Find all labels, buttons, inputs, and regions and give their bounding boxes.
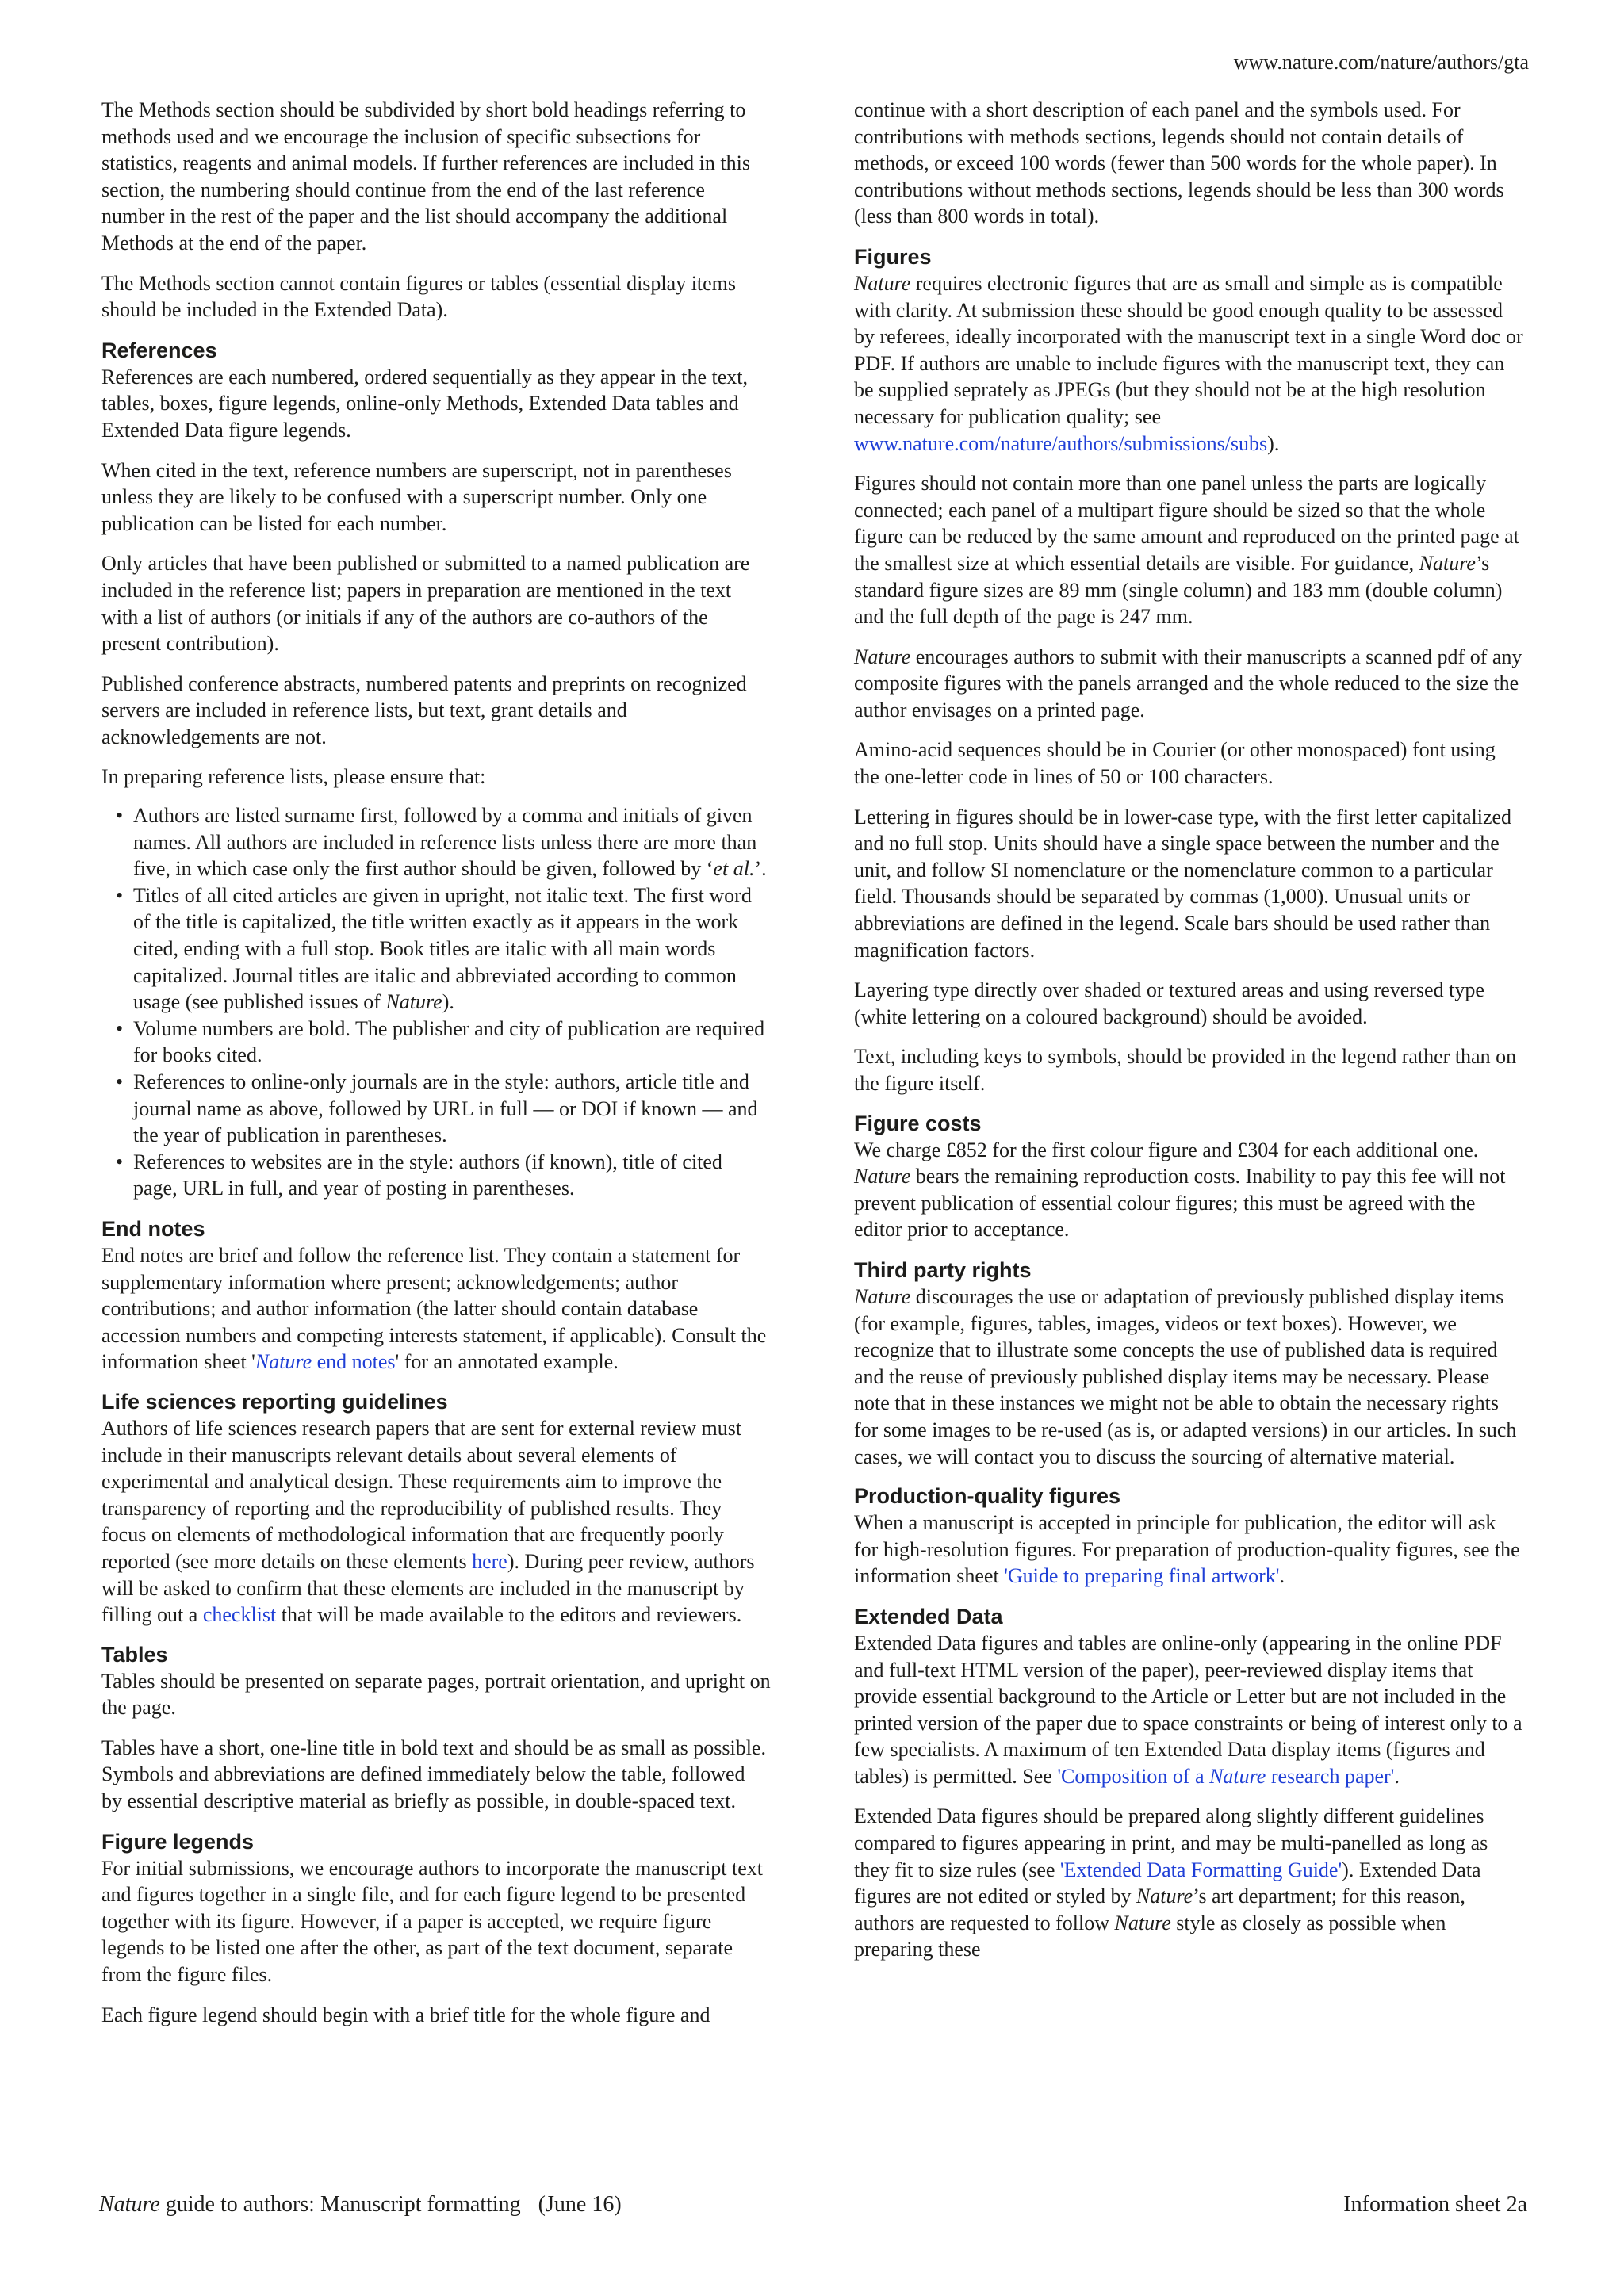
end-notes-paragraph: End notes are brief and follow the reference list. They contain a statement for supplementary information where present; acknowledgements; author contributions; and author information (the latter should contain database accession numbers and competing interests statement, if applicable). Consult the information sheet 'Nature end notes' for an annotated example. (102, 1243, 767, 1374)
references-heading: References (102, 338, 217, 362)
footer-title: Nature guide to authors: Manuscript formatting (June 16) (99, 2192, 622, 2217)
end-notes-heading: End notes (102, 1216, 205, 1241)
list-item: • References to online-only journals are in the style: authors, article title and journal name as above, followed by URL in full — or DOI if known — and the year of publication in parentheses. (133, 1069, 771, 1149)
figures-paragraph: Text, including keys to symbols, should be provided in the legend rather than on the figure itself. (854, 1045, 1517, 1095)
references-paragraph: In preparing reference lists, please ensure that: (102, 765, 486, 789)
header-url: www.nature.com/nature/authors/gta (1233, 51, 1529, 74)
references-paragraph: When cited in the text, reference numbers are superscript, not in parentheses unless they are likely to be confused with a superscript number. Only one publication can be listed for each number. (102, 458, 732, 535)
composition-link[interactable]: 'Composition of a Nature research paper' (1057, 1764, 1395, 1788)
final-artwork-link[interactable]: 'Guide to preparing final artwork' (1004, 1564, 1280, 1588)
footer-sheet-label: Information sheet 2a (1343, 2192, 1527, 2217)
methods-paragraph: The Methods section cannot contain figures or tables (essential display items should be included in the Extended Data). (102, 271, 737, 322)
figure-costs-paragraph: We charge £852 for the first colour figure and £304 for each additional one. Nature bears the remaining reproduction costs. Inability to pay this fee will not prevent publication of essential colour figures; this must be agreed with the editor prior to acceptance. (854, 1138, 1506, 1242)
here-link[interactable]: here (472, 1549, 508, 1573)
figures-paragraph: Figures should not contain more than one panel unless the parts are logically connected; each panel of a multipart figure should be sized so that the whole figure can be reduced by the same amount and reproduced on the printed page at the smallest size at which essential details are visible. For guidance, Nature’s standard figure sizes are 89 mm (single column) and 183 mm (double column) and the full depth of the page is 247 mm. (854, 472, 1519, 629)
left-column (102, 97, 771, 2042)
production-paragraph: When a manuscript is accepted in principle for publication, the editor will ask for high-resolution figures. For preparation of production-quality figures, see the information sheet 'Guide to preparing final artwork'. (854, 1511, 1520, 1588)
third-party-paragraph: Nature discourages the use or adaptation of previously published display items (for example, figures, tables, images, videos or text boxes). However, we recognize that to illustrate some concepts the use of published data is required and the reuse of previously published display items may be necessary. Please note that in these instances we might not be able to obtain the necessary rights for some images to be re-used (as is, or adapted versions) in our articles. In such cases, we will contact you to discuss the sourcing of alternative material. (854, 1284, 1517, 1468)
extended-data-guide-link[interactable]: 'Extended Data Formatting Guide' (1059, 1858, 1342, 1881)
references-paragraph: Only articles that have been published or submitted to a named publication are included in the reference list; papers in preparation are mentioned in the text with a list of authors (or initials if any of the authors are co-authors of the present contribution). (102, 552, 750, 656)
tables-heading: Tables (102, 1642, 168, 1667)
references-paragraph: Published conference abstracts, numbered patents and preprints on recognized servers are included in reference lists, but text, grant details and acknowledgements are not. (102, 672, 747, 748)
submissions-link[interactable]: www.nature.com/nature/authors/submissions/subs (854, 431, 1268, 455)
third-party-heading: Third party rights (854, 1257, 1032, 1282)
life-sciences-heading: Life sciences reporting guidelines (102, 1389, 448, 1414)
list-item: • Volume numbers are bold. The publisher and city of publication are required for books cited. (133, 1016, 771, 1069)
tables-paragraph: Tables should be presented on separate pages, portrait orientation, and upright on the page. (102, 1669, 771, 1720)
figure-legends-heading: Figure legends (102, 1829, 255, 1854)
figures-paragraph: Amino-acid sequences should be in Courier (or other monospaced) font using the one-letter code in lines of 50 or 100 characters. (854, 738, 1496, 789)
figure-legends-paragraph: Each figure legend should begin with a brief title for the whole figure and (102, 2003, 710, 2026)
extended-data-paragraph: Extended Data figures and tables are online-only (appearing in the online PDF and full-text HTML version of the paper), peer-reviewed display items that provide essential background to the Article or Letter but are not included in the printed version of the paper due to space constraints or being of interest only to a few specialists. A maximum of ten Extended Data display items (figures and tables) is permitted. See 'Composition of a Nature research paper'. (854, 1631, 1522, 1788)
list-item: • Authors are listed surname first, followed by a comma and initials of given names. All authors are included in reference lists unless there are more than five, in which case only the first author should be given, followed by ‘et al.’. (133, 802, 771, 882)
footer-date: (June 16) (538, 2192, 622, 2217)
figures-paragraph: Layering type directly over shaded or textured areas and using reversed type (white lettering on a coloured background) should be avoided. (854, 978, 1484, 1028)
right-column (854, 97, 1523, 1976)
tables-paragraph: Tables have a short, one-line title in bold text and should be as small as possible. Symbols and abbreviations are defined immediately below the table, followed by essential descriptive material as briefly as possible, in double-spaced text. (102, 1735, 766, 1813)
methods-paragraph: The Methods section should be subdivided by short bold headings referring to methods used and we encourage the inclusion of specific subsections for statistics, reagents and animal models. If further references are included in this section, the numbering should continue from the end of the last reference number in the rest of the paper and the list should accompany the additional Methods at the end of the paper. (102, 98, 750, 254)
references-paragraph: References are each numbered, ordered sequentially as they appear in the text, tables, boxes, figure legends, online-only Methods, Extended Data tables and Extended Data figure legends. (102, 365, 749, 442)
extended-data-paragraph: Extended Data figures should be prepared along slightly different guidelines compared to figures appearing in print, and may be multi-panelled as long as they fit to size rules (see 'Extended Data Formatting Guide'). Extended Data figures are not edited or styled by Nature’s art department; for this reason, authors are requested to follow Nature style as closely as possible when preparing these (854, 1804, 1488, 1961)
figure-costs-heading: Figure costs (854, 1111, 982, 1135)
reference-rules-list (102, 802, 771, 1202)
list-item: • Titles of all cited articles are given in upright, not italic text. The first word of the title is capitalized, the title written exactly as it appears in the work cited, ending with a full stop. Book titles are italic with all main words capitalized. Journal titles are italic and abbreviated according to common usage (see published issues of Nature). (133, 882, 771, 1016)
life-sciences-paragraph: Authors of life sciences research papers that are sent for external review must include in their manuscripts relevant details about several elements of experimental and analytical design. These requirements aim to improve the transparency of reporting and the reproducibility of published results. They focus on elements of methodological information that are frequently poorly reported (see more details on these elements here). During peer review, authors will be asked to confirm that these elements are included in the manuscript by filling out a checklist that will be made available to the editors and reviewers. (102, 1416, 755, 1627)
checklist-link[interactable]: checklist (202, 1603, 277, 1627)
list-item: • References to websites are in the style: authors (if known), title of cited page, URL in full, and year of posting in parentheses. (133, 1149, 771, 1202)
end-notes-link[interactable]: Nature end notes (255, 1350, 396, 1374)
figures-paragraph: Nature requires electronic figures that are as small and simple as is compatible with clarity. At submission these should be good enough quality to be assessed by referees, ideally incorporated with the manuscript text in a single Word doc or PDF. If authors are unable to include figures with the manuscript text, they can be supplied seprately as JPEGs (but they should not be at the high resolution necessary for publication quality; see www.nature.com/nature/authors/submissions/subs). (854, 271, 1523, 455)
figures-paragraph: Nature encourages authors to submit with their manuscripts a scanned pdf of any composite figures with the panels arranged and the whole reduced to the size the author envisages on a printed page. (854, 645, 1522, 721)
figure-legends-continued: continue with a short description of each panel and the symbols used. For contributions with methods sections, legends should not contain details of methods, or exceed 100 words (fewer than 500 words for the whole paper). In contributions without methods sections, legends should be less than 300 words (less than 800 words in total). (854, 98, 1504, 228)
figure-legends-paragraph: For initial submissions, we encourage authors to incorporate the manuscript text and figures together in a single file, and for each figure legend to be presented together with its figure. However, if a paper is accepted, we require figure legends to be listed one after the other, as part of the text document, separate from the figure files. (102, 1856, 763, 1987)
figures-heading: Figures (854, 244, 932, 269)
production-heading: Production-quality figures (854, 1484, 1121, 1509)
extended-data-heading: Extended Data (854, 1604, 1003, 1628)
figures-paragraph: Lettering in figures should be in lower-case type, with the first letter capitalized and no full stop. Units should have a single space between the number and the unit, and follow SI nomenclature or the nomenclature common to a particular field. Thousands should be separated by commas (1,000). Unusual units or abbreviations are defined in the legend. Scale bars should be used rather than magnification factors. (854, 805, 1512, 962)
